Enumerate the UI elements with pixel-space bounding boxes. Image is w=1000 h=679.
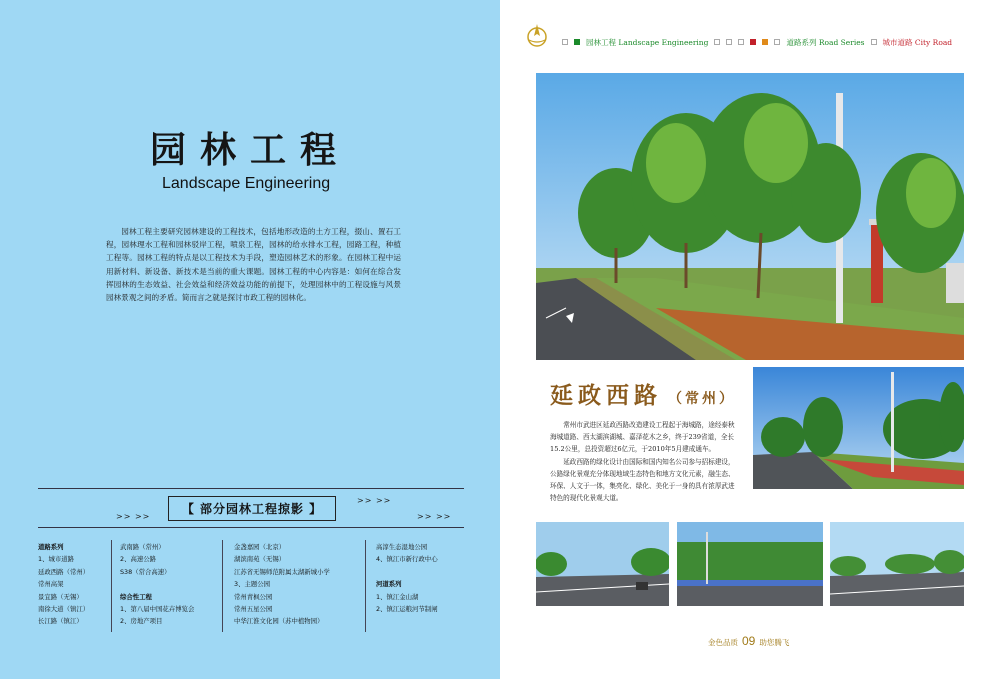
breadcrumb-item-city-road: 城市道路 City Road — [882, 37, 953, 47]
list-item: 金盏嘉园（北京） — [234, 543, 286, 551]
page-footer — [708, 634, 789, 648]
list-item: 景宜路（无锡） — [38, 592, 83, 601]
intro-paragraph: 园林工程主要研究园林建设的工程技术，包括地形改造的土方工程，掇山、置石工程，园林理水工程和园林驳岸工程，喷泉工程，园林的给水排水工程，园路工程，种植工程等。园林工程的特点是以工程技术为手段，塑造园林艺术的形象。在园林工程中运用新材料、新设备、新技术是当前的重大课题。园林工程的中心内容是：如何在综合发挥园林的生态效益、社会效益和经济效益功能的前提下，处理园林中的工程设施与风景园林景观之间的矛盾。简而言之就是探讨市政工程的园林化。 — [106, 227, 401, 303]
list-item: 1、镇江金山湖 — [376, 592, 419, 601]
list-item: 武南路（常州） — [120, 543, 165, 551]
column-divider — [111, 540, 112, 632]
list-item: 高淳生态湿地公园 — [376, 543, 428, 551]
project-list-column-2 — [120, 541, 194, 628]
orange-square-icon — [762, 39, 768, 45]
square-outline-icon — [871, 39, 877, 45]
page-title-english: Landscape Engineering — [162, 175, 331, 192]
road-name: 延政西路 — [550, 382, 662, 409]
square-outline-icon — [774, 39, 780, 45]
list-item: 常州五星公园 — [234, 605, 273, 614]
list-item: 4、镇江市新行政中心 — [376, 555, 438, 564]
road-description — [550, 419, 740, 504]
list-item: 2、房地产项目 — [120, 617, 163, 626]
page-number: 09 — [742, 634, 756, 648]
list-item: 常州青枫公园 — [234, 592, 273, 601]
road-title — [550, 377, 736, 410]
arrow-decoration: >> >> — [417, 512, 452, 521]
breadcrumb-item-road-series: 道路系列 Road Series — [786, 37, 865, 47]
list-item: 长江路（镇江） — [38, 617, 83, 626]
list-item: 2、高速公路 — [120, 555, 157, 564]
road-description-paragraph: 常州市武进区延政西路改造建设工程起于海城路，途经泰秋海城道路、西太湖滨湖城、嘉泽花木之乡，终于239省道，全长15.2公里，总投资超过6亿元，于2010年5月建成通车。 — [550, 421, 735, 454]
list-item — [120, 578, 194, 590]
square-outline-icon — [738, 39, 744, 45]
road-photo-1 — [536, 522, 669, 606]
list-item: 道路系列 — [38, 543, 64, 551]
road-side-photo — [753, 367, 964, 489]
red-square-icon — [750, 39, 756, 45]
green-square-icon — [574, 39, 580, 45]
list-item: 综合性工程 — [120, 592, 152, 601]
column-divider — [222, 540, 223, 632]
breadcrumb-item-landscape: 园林工程 Landscape Engineering — [586, 37, 709, 47]
road-photo-2 — [677, 522, 823, 606]
list-item: 南徐大道（镇江） — [38, 605, 90, 614]
list-item — [376, 566, 438, 578]
project-list-column-1 — [38, 541, 89, 628]
square-outline-icon — [726, 39, 732, 45]
gallery-heading: 【 部分园林工程掠影 】 — [168, 496, 336, 521]
list-item: 3、主题公园 — [234, 580, 271, 589]
divider-top — [38, 488, 464, 489]
project-list-column-3 — [234, 541, 330, 628]
list-item: 常州高架 — [38, 580, 64, 589]
project-list-column-4 — [376, 541, 438, 615]
road-city: （常州） — [668, 391, 736, 407]
footer-slogan-right: 助您腾飞 — [759, 638, 790, 647]
breadcrumb — [562, 36, 952, 48]
footer-slogan-left: 金色品质 — [708, 638, 738, 647]
arrow-decoration: >> >> — [357, 496, 392, 505]
main-road-photo — [536, 73, 964, 360]
list-item: 1、第八届中国花卉博览会 — [120, 605, 195, 614]
company-logo — [524, 22, 550, 48]
list-item: 河道系列 — [376, 580, 402, 589]
list-item: S38（常合高速） — [120, 567, 171, 576]
list-item: 湖滨南苑（无锡） — [234, 555, 286, 564]
divider-bottom — [38, 527, 464, 528]
list-item: 1、城市道路 — [38, 555, 75, 564]
column-divider — [365, 540, 366, 632]
list-item: 江苏省无锡师范附属太湖新城小学 — [234, 567, 330, 576]
road-photo-3 — [830, 522, 964, 606]
list-item: 2、镇江运粮河节制闸 — [376, 605, 438, 614]
road-description-paragraph: 延政西路的绿化设计由国际和国内知名公司参与招标建设，公路绿化景观充分体现地域生态特色和地方文化元素，融生态、环保、人文于一体，集亮化、绿化、美化于一身的具有浓厚武进特色的现代化景观大道。 — [550, 457, 735, 503]
page-title-chinese: 园林工程 — [150, 129, 351, 171]
square-outline-icon — [714, 39, 720, 45]
list-item: 中华江淮文化园（苏中植物园） — [234, 617, 324, 626]
square-outline-icon — [562, 39, 568, 45]
list-item: 延政西路（常州） — [38, 567, 90, 576]
arrow-decoration: >> >> — [116, 512, 151, 521]
